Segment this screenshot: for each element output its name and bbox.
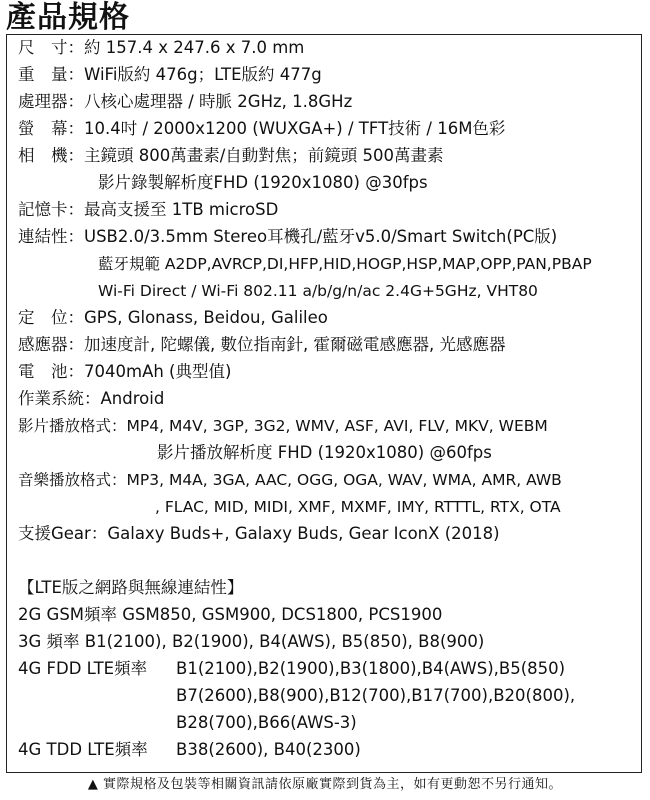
lte-4g-tdd-label: 4G TDD LTE頻率 xyxy=(18,740,148,759)
spec-connectivity xyxy=(18,227,557,247)
spec-value: 7040mAh (典型值) xyxy=(84,362,232,381)
spec-connectivity-line2: 藍牙規範 A2DP,AVRCP,DI,HFP,HID,HOGP,HSP,MAP,OPP,PAN,PBAP xyxy=(98,255,592,273)
spec-battery xyxy=(18,362,231,382)
spec-camera xyxy=(18,146,444,166)
spec-connectivity-line3: Wi-Fi Direct / Wi-Fi 802.11 a/b/g/n/ac 2.4G+5GHz, VHT80 xyxy=(98,282,538,300)
spec-value: 10.4吋 / 2000x1200 (WUXGA+) / TFT技術 / 16M色彩 xyxy=(84,119,506,138)
lte-4g-tdd-value: B38(2600), B40(2300) xyxy=(176,740,361,759)
spec-label: 重 量： xyxy=(18,65,84,84)
footer-note: ▲ 實際規格及包裝等相關資訊請依原廠實際到貨為主，如有更動恕不另行通知。 xyxy=(87,777,563,792)
spec-memory xyxy=(18,200,278,220)
spec-label: 相 機： xyxy=(18,146,84,165)
spec-video-line2: 影片播放解析度 FHD (1920x1080) @60fps xyxy=(157,443,492,462)
lte-4g-fdd-line3: B28(700),B66(AWS-3) xyxy=(176,713,357,732)
spec-label: 連結性： xyxy=(18,227,84,246)
spec-value: 八核心處理器 / 時脈 2GHz, 1.8GHz xyxy=(84,92,353,111)
spec-screen xyxy=(18,119,505,139)
lte-3g: 3G 頻率 B1(2100), B2(1900), B4(AWS), B5(850), B8(900) xyxy=(18,632,485,651)
spec-label: 記憶卡： xyxy=(18,200,84,219)
lte-4g-fdd-line1: B1(2100),B2(1900),B3(1800),B4(AWS),B5(850) xyxy=(176,659,566,678)
spec-gear xyxy=(18,524,500,544)
spec-value: 主鏡頭 800萬畫素/自動對焦；前鏡頭 500萬畫素 xyxy=(84,146,444,165)
spec-audio xyxy=(18,470,562,490)
spec-os xyxy=(18,389,164,409)
spec-label: 感應器： xyxy=(18,335,84,354)
spec-value: MP4, M4V, 3GP, 3G2, WMV, ASF, AVI, FLV, MKV, WEBM xyxy=(126,417,548,435)
spec-camera-line2: 影片錄製解析度FHD (1920x1080) @30fps xyxy=(98,173,428,192)
spec-value: 加速度計, 陀螺儀, 數位指南針, 霍爾磁電感應器, 光感應器 xyxy=(84,335,506,354)
spec-size xyxy=(18,38,304,58)
spec-audio-line2: , FLAC, MID, MIDI, XMF, MXMF, IMY, RTTTL, RTX, OTA xyxy=(155,498,561,516)
spec-label: 尺 寸： xyxy=(18,38,84,57)
lte-4g-fdd-line2: B7(2600),B8(900),B12(700),B17(700),B20(800), xyxy=(176,686,576,705)
spec-label: 影片播放格式： xyxy=(18,417,127,435)
spec-video xyxy=(18,416,548,436)
spec-label: 電 池： xyxy=(18,362,84,381)
spec-sensors xyxy=(18,335,505,355)
spec-label: 定 位： xyxy=(18,308,84,327)
spec-value: Android xyxy=(100,389,165,408)
spec-label: 音樂播放格式： xyxy=(18,471,127,489)
spec-value: MP3, M4A, 3GA, AAC, OGG, OGA, WAV, WMA, AMR, AWB xyxy=(126,471,562,489)
spec-value: Galaxy Buds+, Galaxy Buds, Gear IconX (2018) xyxy=(107,524,500,543)
spec-weight xyxy=(18,65,322,85)
page-title: 產品規格 xyxy=(6,0,130,35)
spec-value: 最高支援至 1TB microSD xyxy=(84,200,279,219)
lte-heading: 【LTE版之網路與無線連結性】 xyxy=(18,578,244,597)
spec-label: 作業系統： xyxy=(18,389,101,408)
spec-label: 處理器： xyxy=(18,92,84,111)
spec-label: 螢 幕： xyxy=(18,119,84,138)
spec-location xyxy=(18,308,328,328)
spec-value: GPS, Glonass, Beidou, Galileo xyxy=(84,308,328,327)
spec-value: USB2.0/3.5mm Stereo耳機孔/藍牙v5.0/Smart Switch(PC版) xyxy=(84,227,558,246)
spec-value: WiFi版約 476g；LTE版約 477g xyxy=(84,65,322,84)
spec-label: 支援Gear： xyxy=(18,524,108,543)
lte-2g: 2G GSM頻率 GSM850, GSM900, DCS1800, PCS1900 xyxy=(18,605,443,624)
spec-value: 約 157.4 x 247.6 x 7.0 mm xyxy=(84,38,305,57)
spec-cpu xyxy=(18,92,352,112)
lte-4g-fdd-label: 4G FDD LTE頻率 xyxy=(18,659,148,678)
